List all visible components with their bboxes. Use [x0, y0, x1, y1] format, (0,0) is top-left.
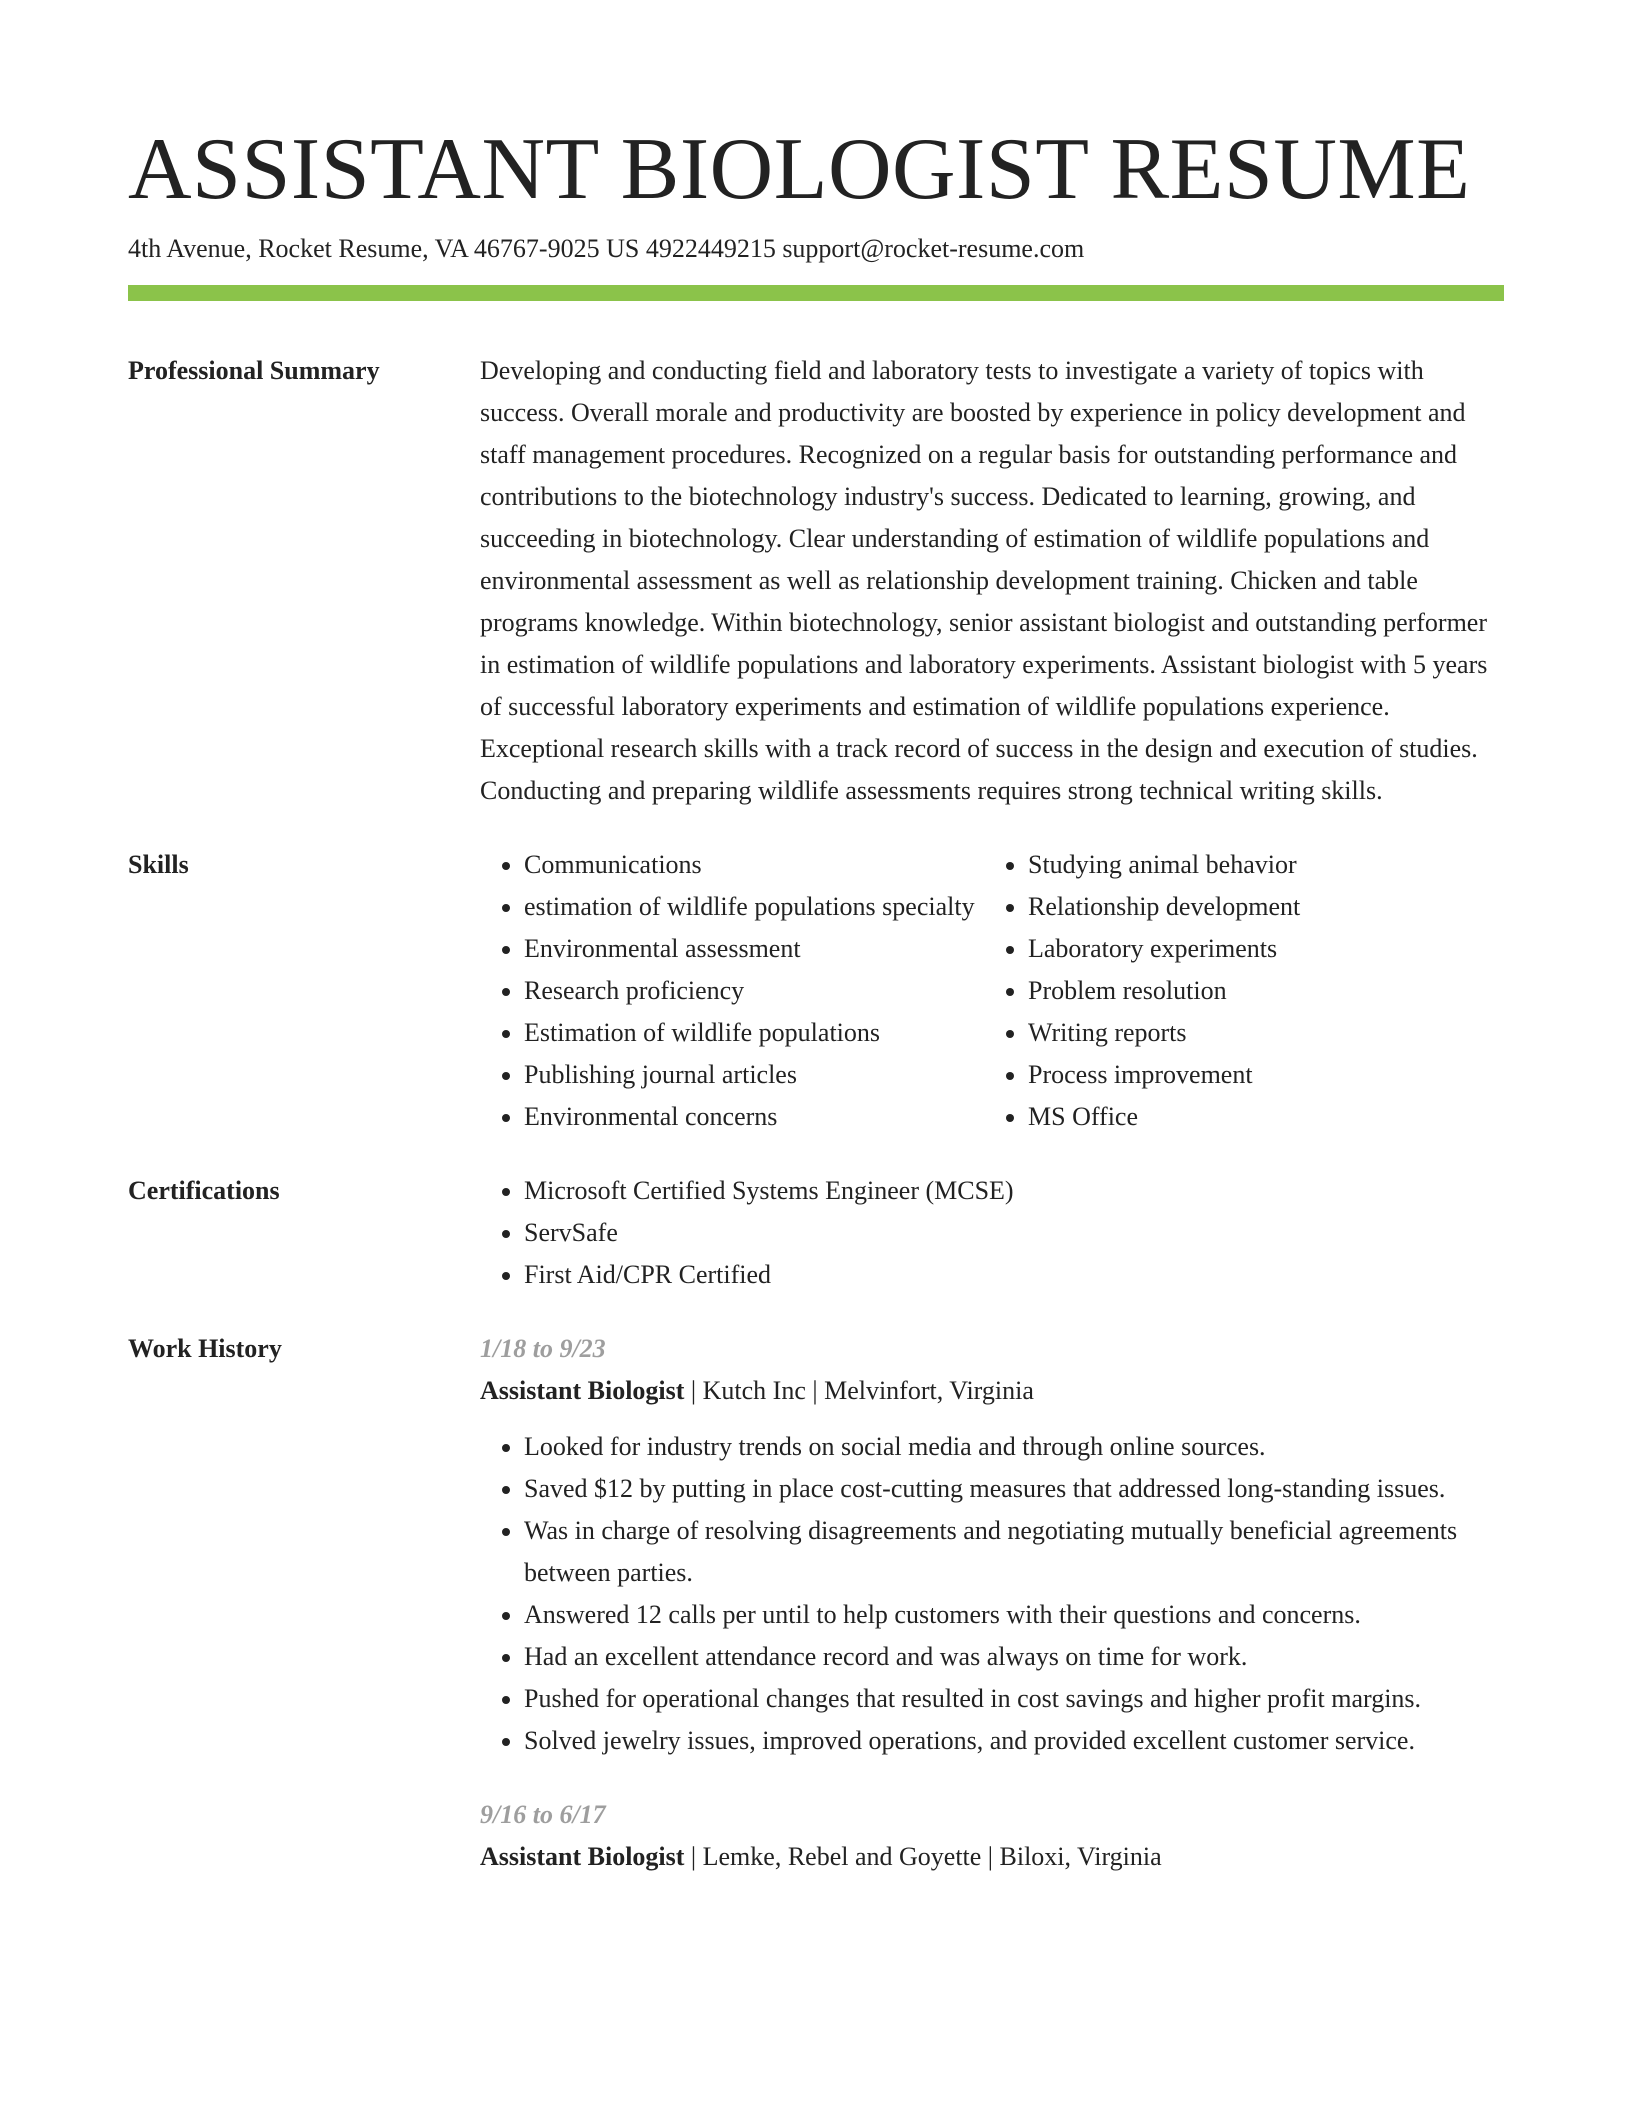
job-dates: 1/18 to 9/23	[480, 1334, 606, 1363]
certifications-body	[480, 1170, 1504, 1296]
skill-item: • Relationship development	[1028, 886, 1488, 928]
skill-item: • Research proficiency	[524, 970, 984, 1012]
skill-item: • Laboratory experiments	[1028, 928, 1488, 970]
job-bullet: • Looked for industry trends on social media and through online sources.	[524, 1426, 1504, 1468]
skill-item: • Environmental assessment	[524, 928, 984, 970]
skill-item: • Studying animal behavior	[1028, 844, 1488, 886]
skills-list-left	[480, 844, 984, 1138]
certification-item: • ServSafe	[524, 1212, 1504, 1254]
skill-item: • estimation of wildlife populations specialty	[524, 886, 984, 928]
section-label-work-history: Work History	[128, 1334, 282, 1363]
resume-title: ASSISTANT BIOLOGIST RESUME	[128, 121, 1471, 218]
summary-text: Developing and conducting field and laboratory tests to investigate a variety of topics with success. Overall morale and productivity are boosted by experience in policy development and staff management procedures. Recognized on a regular basis for outstanding performance and contributions to the biotechnology industry's success. Dedicated to learning, growing, and succeeding in biotechnology. Clear understanding of estimation of wildlife populations and environmental assessment as well as relationship development training. Chicken and table programs knowledge. Within biotechnology, senior assistant biologist and outstanding performer in estimation of wildlife populations and laboratory experiments. Assistant biologist with 5 years of successful laboratory experiments and estimation of wildlife populations experience. Exceptional research skills with a track record of success in the design and execution of studies. Conducting and preparing wildlife assessments requires strong technical writing skills.	[480, 356, 1488, 805]
job-dates: 9/16 to 6/17	[480, 1800, 606, 1829]
skills-list-right	[984, 844, 1488, 1138]
job-company-location: | Kutch Inc | Melvinfort, Virginia	[684, 1376, 1034, 1405]
certifications-list	[480, 1170, 1504, 1296]
certification-item: • Microsoft Certified Systems Engineer (MCSE)	[524, 1170, 1504, 1212]
job-bullet: • Was in charge of resolving disagreements and negotiating mutually beneficial agreements between parties.	[524, 1510, 1504, 1594]
skill-item: • Estimation of wildlife populations	[524, 1012, 984, 1054]
job-title: Assistant Biologist	[480, 1842, 685, 1871]
skill-item: • Process improvement	[1028, 1054, 1488, 1096]
job-bullet: • Solved jewelry issues, improved operations, and provided excellent customer service.	[524, 1720, 1504, 1762]
summary-section	[128, 350, 1504, 812]
job-heading	[480, 1370, 1504, 1412]
work-history-section	[128, 1328, 1504, 1910]
skills-section	[128, 844, 1504, 1138]
skill-item: • Communications	[524, 844, 984, 886]
skill-item: • MS Office	[1028, 1096, 1488, 1138]
skills-column-right	[984, 844, 1488, 1138]
job-title: Assistant Biologist	[480, 1376, 685, 1405]
resume-sections	[128, 350, 1504, 1942]
job-bullet: • Pushed for operational changes that resulted in cost savings and higher profit margins.	[524, 1678, 1504, 1720]
job-bullet: • Had an excellent attendance record and was always on time for work.	[524, 1636, 1504, 1678]
skill-item: • Writing reports	[1028, 1012, 1488, 1054]
job-heading	[480, 1836, 1504, 1878]
section-label-certifications: Certifications	[128, 1176, 280, 1205]
work-history-body	[480, 1328, 1504, 1910]
header-divider	[128, 285, 1504, 301]
summary-body	[480, 350, 1504, 812]
job-entry	[480, 1328, 1504, 1762]
skill-item: • Publishing journal articles	[524, 1054, 984, 1096]
job-company-location: | Lemke, Rebel and Goyette | Biloxi, Virginia	[684, 1842, 1162, 1871]
job-entry	[480, 1794, 1504, 1878]
section-label-summary: Professional Summary	[128, 356, 380, 385]
certification-item: • First Aid/CPR Certified	[524, 1254, 1504, 1296]
skills-body	[480, 844, 1504, 1138]
job-bullet: • Saved $12 by putting in place cost-cutting measures that addressed long-standing issues.	[524, 1468, 1504, 1510]
certifications-section	[128, 1170, 1504, 1296]
job-bullet: • Answered 12 calls per until to help customers with their questions and concerns.	[524, 1594, 1504, 1636]
skill-item: • Environmental concerns	[524, 1096, 984, 1138]
section-label-skills: Skills	[128, 850, 189, 879]
job-bullets	[480, 1426, 1504, 1762]
skill-item: • Problem resolution	[1028, 970, 1488, 1012]
contact-line: 4th Avenue, Rocket Resume, VA 46767-9025 US 4922449215 support@rocket-resume.com	[128, 234, 1085, 263]
skills-column-left	[480, 844, 984, 1138]
